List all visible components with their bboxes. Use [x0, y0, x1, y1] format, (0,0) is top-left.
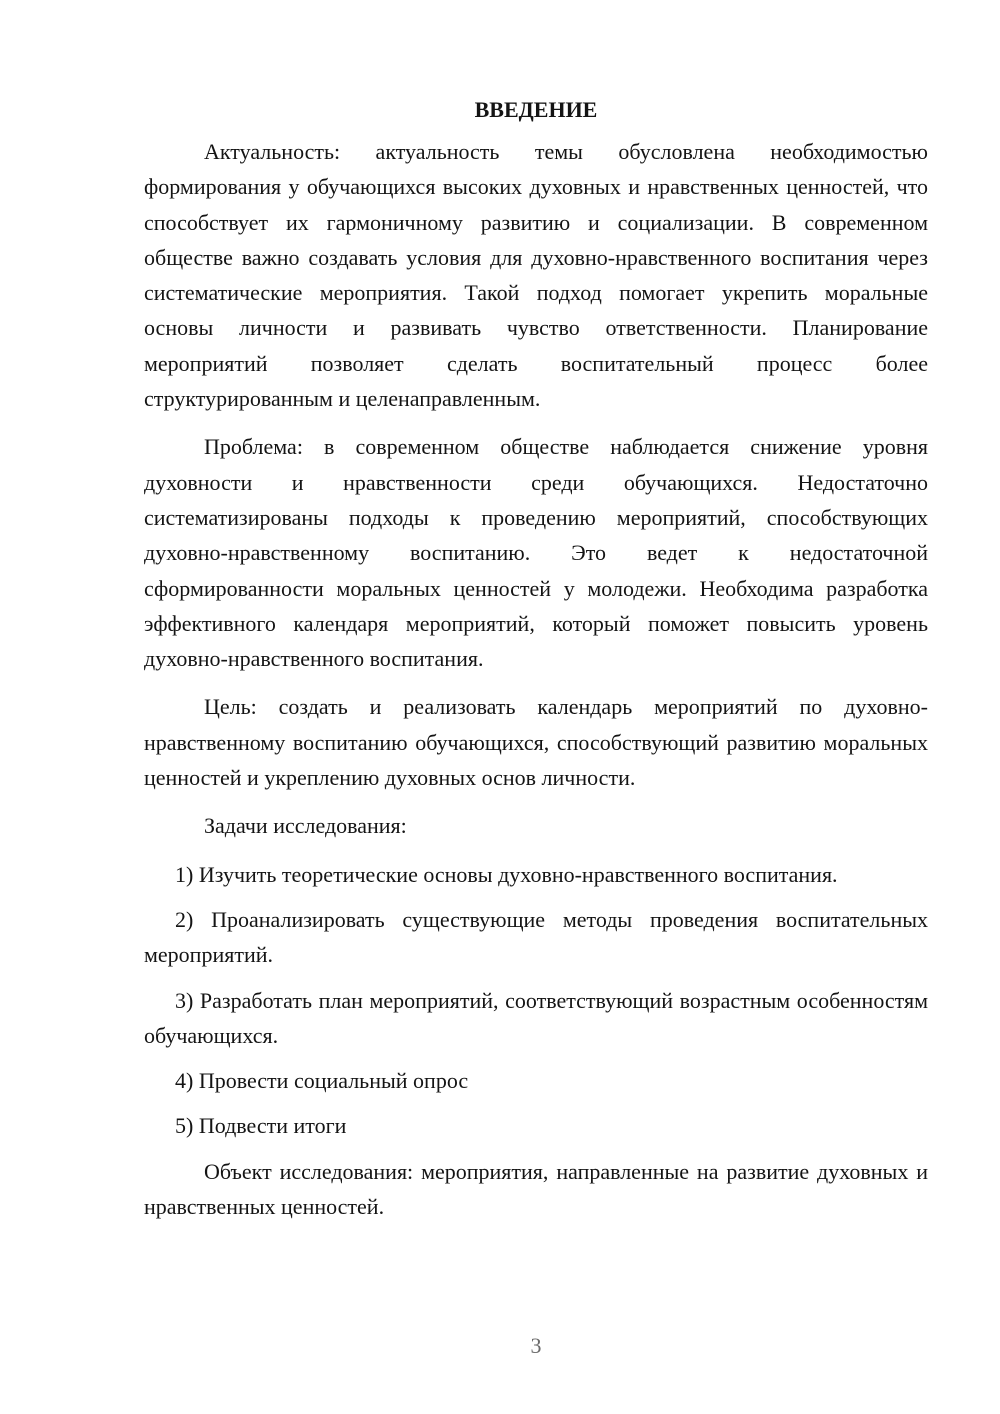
section-title: ВВЕДЕНИЕ: [474, 97, 598, 122]
relevance-paragraph: Актуальность: актуальность темы обусловлена необходимостью формирования у обучающихся высоких духовных и нравственных ценностей, что способствует их гармоничному развитию и социализации. В современном обществе важно создавать условия для духовно-нравственного воспитания через систематические мероприятия. Такой подход помогает укрепить моральные основы личности и развивать чувство ответственности. Планирование мероприятий позволяет сделать воспитательный процесс более структурированным и целенаправленным.: [144, 139, 928, 412]
page-number: 3: [530, 1333, 542, 1358]
problem-paragraph: Проблема: в современном обществе наблюдается снижение уровня духовности и нравственности среди обучающихся. Недостаточно систематизированы подходы к проведению мероприятий, способствующих духовно-нравственному воспитанию. Это ведет к недостаточной сформированности моральных ценностей у молодежи. Необходима разработка эффективного календаря мероприятий, который поможет повысить уровень духовно-нравственного воспитания.: [144, 434, 928, 672]
tasks-heading: Задачи исследования:: [204, 813, 407, 839]
goal-paragraph: Цель: создать и реализовать календарь мероприятий по духовно-нравственному воспитанию обучающихся, способствующий развитию моральных ценностей и укреплению духовных основ личности.: [144, 694, 928, 791]
task-item: 5) Подвести итоги: [175, 1113, 347, 1139]
task-item: 1) Изучить теоретические основы духовно-нравственного воспитания.: [175, 861, 838, 887]
task-item: 4) Провести социальный опрос: [175, 1068, 469, 1094]
task-item: 3) Разработать план мероприятий, соответствующий возрастным особенностям обучающихся.: [144, 987, 928, 1048]
page-content: [144, 92, 928, 1237]
object-paragraph: Объект исследования: мероприятия, направленные на развитие духовных и нравственных ценностей.: [144, 1158, 928, 1220]
task-item: 2) Проанализировать существующие методы проведения воспитательных мероприятий.: [144, 906, 928, 968]
